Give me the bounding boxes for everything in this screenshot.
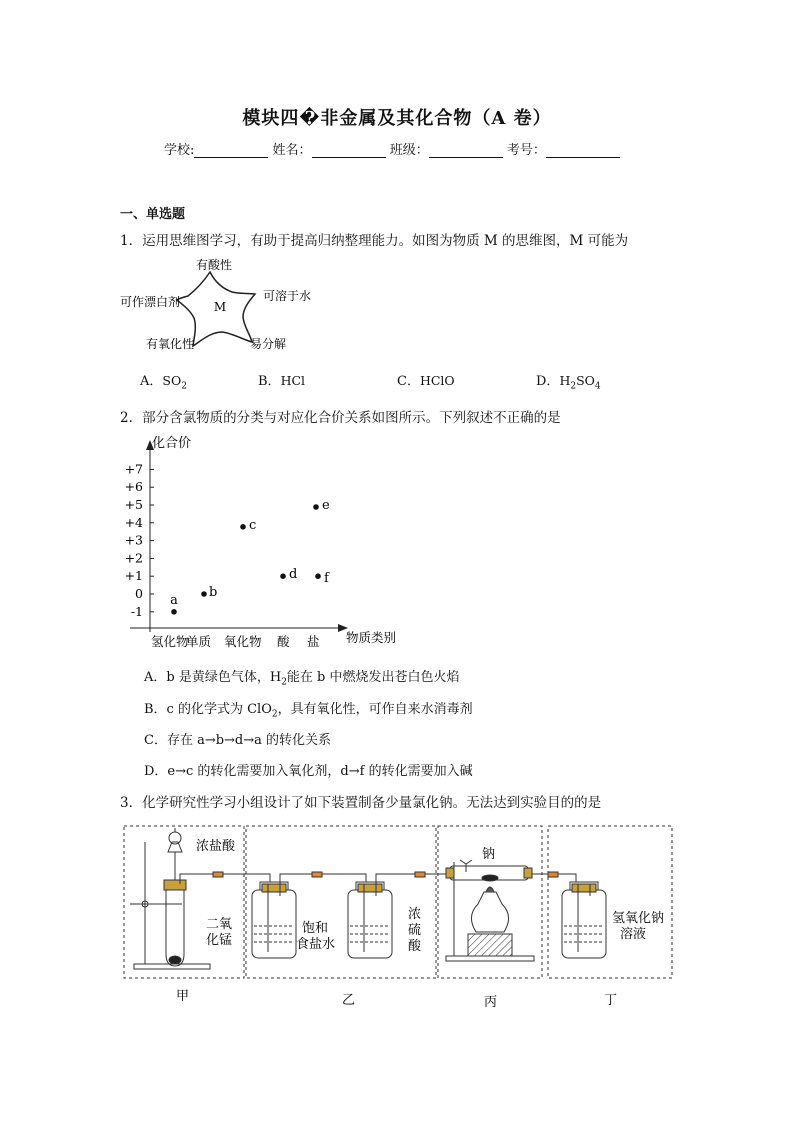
q1-mind-map	[110, 252, 340, 357]
heated-tube	[446, 860, 576, 961]
x-category-label: 单质	[186, 634, 212, 649]
label-brine-1: 饱和	[302, 921, 329, 936]
class-label: 班级：	[389, 143, 429, 158]
y-tick-label: -1	[130, 603, 143, 619]
y-axis-title: 化合价	[152, 436, 192, 451]
absorption-bottle	[562, 882, 606, 958]
label-oxidizing: 有氧化性	[146, 337, 195, 351]
point-d	[280, 573, 286, 579]
student-info	[164, 139, 620, 158]
number-blank	[546, 143, 620, 158]
box-ding	[548, 826, 672, 978]
point-a	[171, 609, 177, 615]
x-category-label: 盐	[307, 634, 320, 649]
label-sodium: 钠	[482, 847, 496, 862]
label-decompose: 易分解	[250, 337, 287, 351]
section-heading: 一、单选题	[120, 207, 186, 222]
x-category-label: 酸	[277, 634, 290, 649]
q2-valence-chart	[110, 432, 430, 657]
q2-stem: 2．部分含氯物质的分类与对应化合价关系如图所示。下列叙述不正确的是	[120, 410, 561, 426]
point-label-b: b	[209, 585, 218, 600]
y-tick-label: +4	[124, 514, 143, 530]
y-tick-label: +1	[124, 568, 143, 584]
label-soluble: 可溶于水	[263, 289, 312, 303]
name-label: 姓名：	[272, 143, 312, 158]
point-label-f: f	[324, 571, 329, 587]
point-label-c: c	[249, 517, 257, 533]
school-label: 学校:	[164, 143, 195, 158]
q2-option-d: D．e→c 的转化需要加入氧化剂，d→f 的转化需要加入碱	[144, 764, 473, 779]
label-acidic: 有酸性	[196, 258, 233, 272]
point-f	[315, 573, 321, 579]
q1-option-d: D．$H_2SO_4$	[536, 373, 601, 392]
name-blank	[312, 143, 386, 158]
x-axis-title: 物质类别	[346, 630, 397, 645]
label-mno2-1: 二氧	[206, 917, 233, 932]
q1-stem: 1．运用思维图学习，有助于提高归纳整理能力。如图为物质 M 的思维图，M 可能为	[120, 233, 629, 249]
y-tick-label: +2	[124, 550, 143, 566]
q2-option-b: B．c 的化学式为 ClO$_2$，具有氧化性，可作自来水消毒剂	[144, 702, 473, 720]
point-e	[313, 504, 319, 510]
panel-label-bing: 丙	[484, 995, 498, 1010]
y-tick-label: +6	[124, 479, 143, 495]
label-mno2-2: 化锰	[206, 933, 233, 948]
y-tick-label: +7	[124, 461, 143, 477]
class-blank	[429, 143, 503, 158]
q2-option-c: C．存在 a→b→d→a 的转化关系	[144, 733, 332, 748]
panel-label-ding: 丁	[604, 993, 618, 1008]
x-category-label: 氢化物	[151, 634, 189, 649]
star-center-label: M	[213, 300, 227, 314]
label-bleach: 可作漂白剂	[120, 295, 181, 309]
label-hcl: 浓盐酸	[196, 839, 236, 854]
x-category-label: 氧化物	[224, 634, 262, 649]
q3-stem: 3．化学研究性学习小组设计了如下装置制备少量氯化钠。无法达到实验目的的是	[120, 795, 602, 811]
label-acid-3: 酸	[408, 939, 422, 954]
y-tick-label: 0	[135, 586, 143, 601]
panel-label-yi: 乙	[342, 993, 356, 1008]
panel-label-jia: 甲	[176, 989, 190, 1004]
q1-option-b: B．HCl	[258, 373, 306, 389]
label-naoh-1: 氢氧化钠	[612, 911, 665, 926]
y-tick-label: +3	[124, 532, 143, 548]
box-yi	[246, 826, 436, 978]
q1-option-c: C．HClO	[397, 373, 455, 389]
label-acid-1: 浓	[408, 907, 422, 922]
number-label: 考号：	[506, 143, 546, 158]
point-label-d: d	[289, 567, 298, 583]
page-title: 模块四�非金属及其化合物（A 卷）	[242, 108, 552, 129]
q3-apparatus	[120, 822, 676, 1014]
y-tick-label: +5	[124, 497, 143, 512]
point-c	[240, 524, 246, 530]
point-b	[201, 591, 207, 597]
label-brine-2: 食盐水	[296, 937, 336, 952]
q1-option-a: A．$SO_2$	[140, 373, 187, 392]
label-acid-2: 硫	[408, 923, 422, 938]
school-blank	[194, 143, 268, 158]
point-label-e: e	[322, 498, 330, 513]
q2-option-a: A．b 是黄绿色气体，$H_2$能在 b 中燃烧发出苍白色火焰	[144, 670, 460, 688]
point-label-a: a	[170, 592, 178, 608]
label-naoh-2: 溶液	[620, 927, 647, 942]
